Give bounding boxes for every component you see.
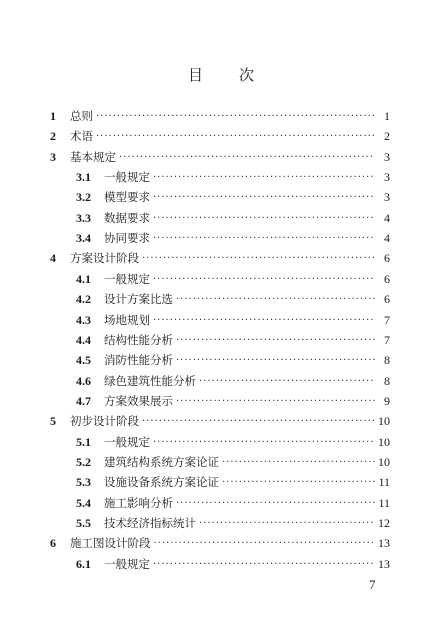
toc-entry-number: 1 (50, 109, 56, 123)
toc-entry-page: 8 (384, 353, 390, 368)
toc-entry-title: 术语 (70, 129, 93, 144)
toc-entry-page: 13 (378, 536, 390, 551)
toc-entry-number: 4.3 (76, 312, 91, 327)
toc-entry-title: 施工影响分析 (104, 495, 173, 510)
toc-entry-page: 6 (384, 292, 390, 307)
toc-entry-number: 5.1 (76, 434, 91, 449)
toc-entry (50, 494, 390, 512)
toc-entry-page: 13 (378, 556, 390, 571)
toc-entry-page: 10 (378, 414, 390, 429)
toc-entry-number: 4.5 (76, 353, 91, 368)
toc-entry-number: 3.2 (76, 190, 91, 205)
toc-entry-number: 4.4 (76, 332, 91, 347)
toc-dot-leader (96, 108, 375, 126)
toc-title-char-1: 目 (187, 66, 203, 84)
toc-entry-page: 2 (384, 129, 390, 144)
toc-dot-leader (153, 169, 375, 187)
toc-entry-title: 绿色建筑性能分析 (104, 373, 196, 388)
toc-entry-number: 6 (50, 536, 56, 551)
toc-dot-leader (119, 149, 375, 167)
toc-dot-leader (176, 495, 375, 513)
toc-entry-title: 一般规定 (104, 271, 150, 286)
toc-dot-leader (153, 434, 375, 452)
toc-entry-number: 5.4 (76, 495, 91, 510)
toc-dot-leader (96, 128, 375, 146)
toc-entry-page: 6 (384, 251, 390, 266)
toc-entry (50, 148, 390, 166)
toc-entry (50, 412, 390, 430)
toc-entry-page: 11 (378, 475, 390, 490)
toc-entry-page: 7 (384, 312, 390, 327)
toc-entry-page: 12 (378, 516, 390, 530)
toc-entry-number: 3.4 (76, 231, 91, 246)
toc-entry-number: 5.5 (76, 516, 91, 530)
toc-entry-title: 一般规定 (104, 556, 150, 571)
toc-entry (50, 331, 390, 349)
toc-entry (50, 270, 390, 288)
toc-dot-leader (176, 332, 375, 350)
toc-entry (50, 392, 390, 410)
toc-entry-number: 4.7 (76, 393, 91, 408)
toc-entry-page: 10 (378, 454, 390, 469)
toc-entry (50, 514, 390, 532)
toc-entry-page: 6 (384, 271, 390, 286)
toc-entry-page: 9 (384, 393, 390, 408)
toc-entry-title: 方案效果展示 (104, 393, 173, 408)
toc-entry (50, 249, 390, 267)
toc-entry-number: 4.1 (76, 271, 91, 286)
toc-entry-title: 消防性能分析 (104, 353, 173, 368)
toc-entry (50, 351, 390, 369)
toc-entry-number: 5.2 (76, 454, 91, 469)
toc-dot-leader (153, 230, 375, 248)
toc-entry-number: 5 (50, 414, 56, 429)
toc-entry (50, 555, 390, 573)
toc-entry (50, 433, 390, 451)
toc-entry (50, 229, 390, 247)
toc-entry-page: 7 (384, 332, 390, 347)
toc-entry (50, 290, 390, 308)
toc-entry-title: 协同要求 (104, 231, 150, 246)
toc-entry-title: 一般规定 (104, 170, 150, 185)
toc-entry-title: 基本规定 (70, 149, 116, 164)
toc-dot-leader (222, 454, 375, 472)
toc-entry (50, 209, 390, 227)
toc-entry (50, 311, 390, 329)
toc-dot-leader (142, 413, 375, 431)
toc-entry (50, 127, 390, 145)
toc-dot-leader (222, 474, 375, 492)
toc-entry-title: 施工图设计阶段 (70, 536, 151, 551)
toc-entry-number: 4 (50, 251, 56, 266)
toc-entry-title: 数据要求 (104, 210, 150, 225)
toc-entry-title: 总则 (70, 109, 93, 123)
toc-dot-leader (176, 393, 375, 411)
toc-entry (50, 168, 390, 186)
toc-entry-title: 建筑结构系统方案论证 (104, 454, 219, 469)
toc-entry-number: 3.1 (76, 170, 91, 185)
toc-entry (50, 372, 390, 390)
toc-entry-title: 方案设计阶段 (70, 251, 139, 266)
toc-title (0, 64, 442, 85)
toc-entry (50, 453, 390, 471)
toc-entry-title: 场地规划 (104, 312, 150, 327)
toc-entry-title: 技术经济指标统计 (104, 516, 196, 530)
toc-title-char-2: 次 (239, 66, 255, 84)
toc-dot-leader (176, 352, 375, 370)
toc-entry-page: 3 (384, 170, 390, 185)
toc-entry-number: 3.3 (76, 210, 91, 225)
toc-entry (50, 188, 390, 206)
toc-dot-leader (153, 271, 375, 289)
toc-dot-leader (142, 250, 375, 268)
toc-dot-leader (153, 312, 375, 330)
toc-dot-leader (153, 189, 375, 207)
toc-dot-leader (199, 373, 375, 391)
toc-entry-page: 4 (384, 210, 390, 225)
toc-entry (50, 473, 390, 491)
toc-entry-number: 4.2 (76, 292, 91, 307)
toc-dot-leader (154, 535, 376, 553)
toc-entry-page: 8 (384, 373, 390, 388)
toc-entry (50, 107, 390, 125)
toc-dot-leader (153, 210, 375, 228)
toc-entry (50, 534, 390, 552)
toc-entry-page: 10 (378, 434, 390, 449)
toc-entry-title: 设计方案比选 (104, 292, 173, 307)
toc-entry-title: 模型要求 (104, 190, 150, 205)
toc-entry-page: 11 (378, 495, 390, 510)
toc-entry-number: 3 (50, 149, 56, 164)
toc-entry-number: 5.3 (76, 475, 91, 490)
toc-dot-leader (199, 515, 375, 533)
toc-entry-page: 3 (384, 149, 390, 164)
toc-entry-title: 结构性能分析 (104, 332, 173, 347)
toc-entry-number: 6.1 (76, 556, 91, 571)
page-number: 7 (369, 577, 376, 592)
toc-dot-leader (153, 556, 375, 574)
toc-entry-title: 设施设备系统方案论证 (104, 475, 219, 490)
toc-entry-title: 初步设计阶段 (70, 414, 139, 429)
toc-entry-page: 3 (384, 190, 390, 205)
toc-entry-page: 4 (384, 231, 390, 246)
toc-entry-page: 1 (384, 109, 390, 123)
toc-entry-number: 4.6 (76, 373, 91, 388)
toc-entry-number: 2 (50, 129, 56, 144)
toc-entry-title: 一般规定 (104, 434, 150, 449)
toc-dot-leader (176, 291, 375, 309)
